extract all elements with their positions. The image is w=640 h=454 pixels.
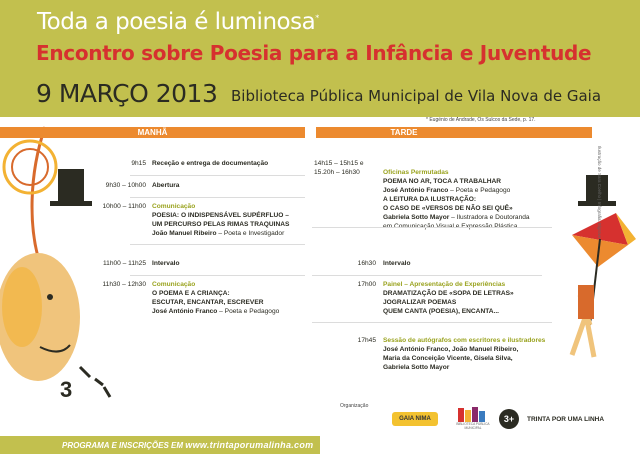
event-title: Encontro sobre Poesia para a Infância e Juventude (36, 41, 592, 65)
afternoon-column-header: TARDE (316, 127, 492, 138)
session-title-line: O CASO DE «VERSOS DE NÃO SEI QUÊ» (383, 205, 513, 212)
schedule-time: 11h00 – 11h25 (102, 260, 146, 267)
session-kind: Painel – Apresentação de Experiências (383, 281, 506, 288)
schedule-time: 10h00 – 11h00 (102, 203, 146, 210)
flying-letters (80, 367, 110, 397)
number-three: 3 (60, 377, 73, 402)
session-speaker-line (383, 186, 530, 195)
session-title-line: JOGRALIZAR POEMAS (383, 299, 457, 306)
session-title-line: UM PERCURSO PELAS RIMAS TRAQUINAS (152, 221, 290, 228)
session-speaker-line (383, 213, 530, 222)
divider (312, 322, 552, 323)
divider (312, 275, 542, 276)
session-speaker-line (152, 229, 289, 238)
schedule-time: 9h30 – 10h00 (105, 182, 146, 189)
session-title-line: DRAMATIZAÇÃO DE «SOPA DE LETRAS» (383, 290, 514, 297)
organization-label: Organização (340, 403, 369, 409)
session-title-line: POESIA: O INDISPENSÁVEL SUPÉRFLUO – (152, 212, 289, 219)
schedule-title: Intervalo (152, 260, 180, 267)
signing-block (383, 336, 545, 372)
afternoon-column-header-ext (492, 127, 592, 138)
schedule-time: 16h30 (357, 260, 376, 267)
poet-face-shade (2, 267, 42, 347)
speaker-role: – Poeta e Investigador (216, 230, 285, 237)
right-illustration (520, 175, 640, 436)
session-kind: Oficinas Permutadas (383, 169, 449, 176)
illustration-credit: Ilustração de Sara Coelho | Infografia: Elgrove (597, 146, 602, 239)
schedule-time: 14h15 – 15h15 e (314, 160, 364, 167)
session-block (152, 280, 279, 316)
schedule-title: Intervalo (383, 260, 411, 267)
workshop-block (383, 168, 530, 231)
divider (130, 244, 305, 245)
library-logo (456, 406, 488, 430)
event-venue: Biblioteca Pública Municipal de Vila Nova de Gaia (231, 87, 602, 105)
divider (130, 175, 305, 176)
event-date: 9 MARÇO 2013 (36, 79, 218, 108)
speaker-role: – Poeta e Pedagogo (448, 187, 511, 194)
session-kind: Comunicação (152, 281, 196, 288)
session-block (152, 202, 289, 238)
library-logo-text: BIBLIOTECA PÚBLICA MUNICIPAL (456, 422, 490, 430)
session-title-line: ESCUTAR, ENCANTAR, ESCREVER (152, 299, 264, 306)
tpl-badge: 3+ (499, 409, 519, 429)
website-link[interactable]: www.trintaporumalinha.com (185, 440, 314, 450)
session-kind: Comunicação (152, 203, 196, 210)
divider (130, 275, 305, 276)
library-books-icon (456, 406, 488, 422)
schedule-title: Receção e entrega de documentação (152, 160, 269, 167)
speaker-role: – Poeta e Pedagogo (217, 308, 280, 315)
schedule-time: 17h00 (357, 281, 376, 288)
footer-prefix: PROGRAMA E INSCRIÇÕES EM (62, 441, 184, 450)
speaker-name: Gabriela Sotto Mayor (383, 214, 450, 221)
sun-ring-inner (12, 149, 48, 185)
figure-body (578, 285, 594, 319)
schedule-time: 15.20h – 16h30 (314, 169, 360, 176)
divider (130, 197, 305, 198)
speaker-role: – Ilustradora e Doutoranda (449, 214, 530, 221)
session-title-line: A LEITURA DA ILUSTRAÇÃO: (383, 196, 477, 203)
session-title-line: POEMA NO AR, TOCA A TRABALHAR (383, 178, 502, 185)
panel-block (383, 280, 514, 316)
speaker-name: José António Franco (152, 308, 218, 315)
speaker-name: José António Franco (383, 187, 449, 194)
schedule-time: 11h30 – 12h30 (102, 281, 146, 288)
session-speaker-line (152, 307, 279, 316)
schedule-title: Abertura (152, 182, 180, 189)
schedule-time: 9h15 (131, 160, 146, 167)
morning-column-header: MANHÃ (0, 127, 305, 138)
poet-illustration (0, 117, 112, 436)
session-kind: Sessão de autógrafos com escritores e ilustradores (383, 337, 546, 344)
quote-source: * Eugénio de Andrade, Os Sulcos da Sede, p. 17. (426, 117, 536, 123)
gaia-nima-logo: GAIA NIMA (392, 412, 438, 426)
speaker-name: João Manuel Ribeiro (152, 230, 217, 237)
session-title-line: O POEMA E A CRIANÇA: (152, 290, 230, 297)
signing-line: José António Franco, João Manuel Ribeiro, (383, 346, 519, 353)
session-title-line: QUEM CANTA (POESIA), ENCANTA... (383, 308, 499, 315)
poet-eye (47, 294, 53, 300)
signing-line: Gabriela Sotto Mayor (383, 364, 450, 371)
footer-text (62, 440, 313, 450)
signing-line: Maria da Conceição Vicente, Gisela Silva, (383, 355, 513, 362)
tpl-name: TRINTA POR UMA LINHA (527, 416, 605, 423)
divider (312, 227, 552, 228)
schedule-time: 17h45 (357, 337, 376, 344)
tagline: Toda a poesia é luminosa* (37, 9, 319, 35)
